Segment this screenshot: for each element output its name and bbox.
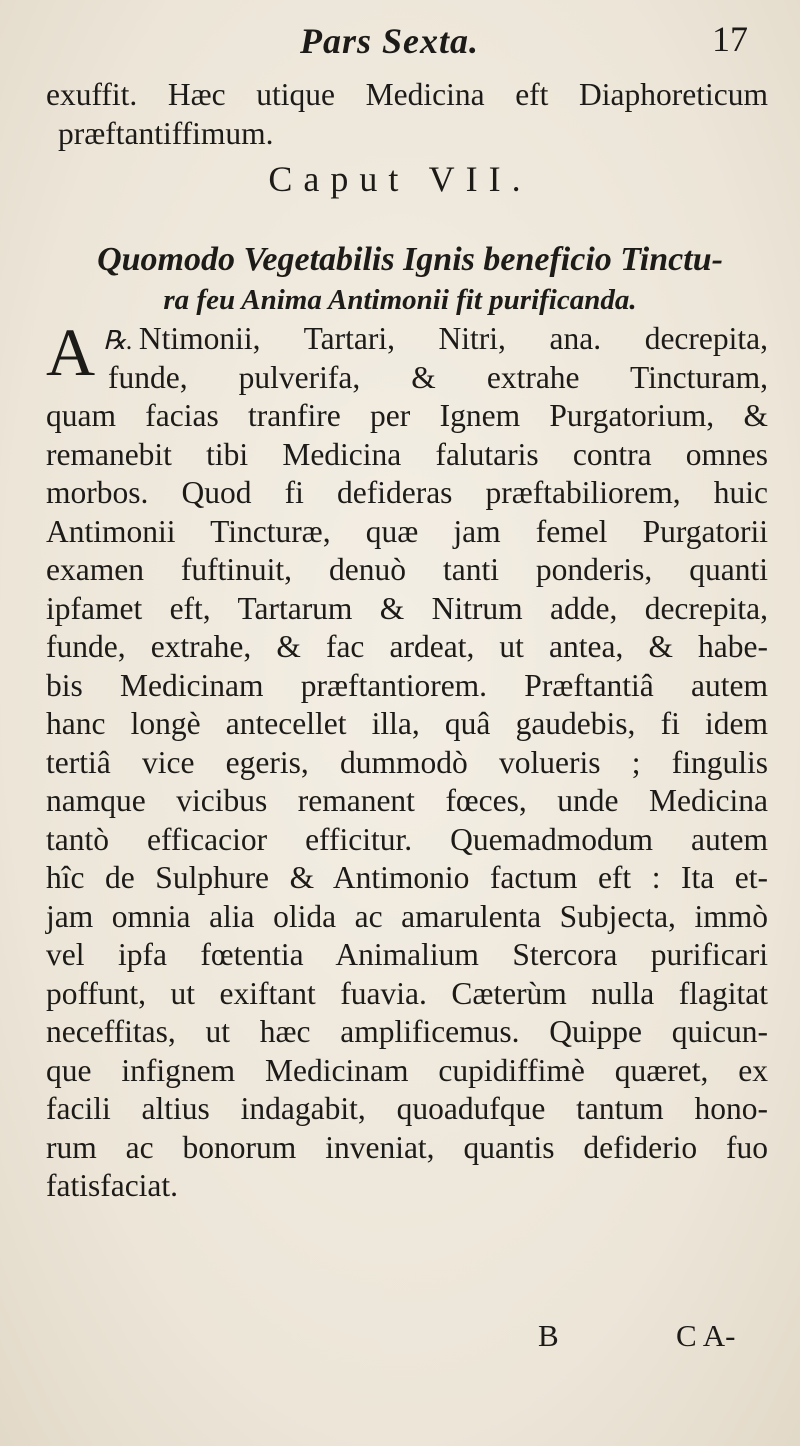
text-line: examen fuftinuit, denuò tanti ponderis, quanti — [46, 552, 768, 587]
text-line: funde, pulverifa, & extrahe Tincturam, — [108, 359, 768, 395]
running-title: Pars Sexta. — [300, 21, 480, 61]
text-line: hanc longè antecellet illa, quâ gaudebis, fi idem — [46, 706, 768, 741]
drop-cap: A — [46, 314, 96, 390]
text-line: facili altius indagabit, quoadufque tantum hono- — [46, 1091, 768, 1126]
chapter-heading — [0, 158, 800, 200]
chapter-heading-text: Caput VII. — [268, 159, 532, 199]
text-line: remanebit tibi Medicina falutaris contra omnes — [46, 436, 768, 472]
text-line: bis Medicinam præftantiorem. Præftantiâ autem — [46, 667, 768, 703]
chapter-title-line: ra feu Anima Antimonii fit purificanda. — [163, 284, 637, 316]
chapter-title-line: Quomodo Vegetabilis Ignis beneficio Tinctu- — [97, 241, 723, 278]
chapter-title — [0, 238, 800, 318]
text-line: funde, extrahe, & fac ardeat, ut antea, & habe- — [46, 629, 768, 664]
text-line: quam facias tranfire per Ignem Purgatorium, & — [46, 398, 768, 433]
running-head — [0, 14, 800, 64]
signature-mark: B — [538, 1318, 559, 1353]
intro-paragraph — [46, 76, 768, 153]
text-line: tantò efficacior efficitur. Quemadmodum autem — [46, 821, 768, 857]
text-line: fatisfaciat. — [46, 1168, 179, 1203]
text-line: neceffitas, ut hæc amplificemus. Quippe quicun- — [46, 1014, 768, 1049]
text-line: poffunt, ut exiftant fuavia. Cæterùm nulla flagitat — [46, 975, 768, 1011]
text-line: præftantiffimum. — [58, 115, 274, 151]
text-line: ipfamet eft, Tartarum & Nitrum adde, decrepita, — [46, 590, 768, 626]
catchwords — [0, 1318, 800, 1358]
recipe-first-line: Ntimonii, Tartari, Nitri, ana. decrepita, — [138, 321, 768, 356]
text-line: jam omnia alia olida ac amarulenta Subjecta, immò — [46, 898, 768, 934]
text-line: namque vicibus remanent fœces, unde Medicina — [46, 783, 768, 818]
text-line: morbos. Quod fi defideras præftabiliorem, huic — [46, 475, 768, 510]
text-line: exuffit. Hæc utique Medicina eft Diaphoreticum — [46, 77, 768, 112]
text-line: que infignem Medicinam cupidiffimè quæret, ex — [46, 1052, 768, 1088]
page-number: 17 — [712, 19, 748, 59]
text-line: rum ac bonorum inveniat, quantis defiderio fuo — [46, 1129, 768, 1165]
recipe-symbol: ℞. — [103, 326, 133, 355]
recipe-paragraph — [46, 314, 768, 1206]
text-line: vel ipfa fœtentia Animalium Stercora purificari — [46, 937, 768, 972]
text-line: hîc de Sulphure & Antimonio factum eft : Ita et- — [46, 860, 768, 895]
text-line: Antimonii Tincturæ, quæ jam femel Purgatorii — [46, 513, 768, 549]
text-line: tertiâ vice egeris, dummodò volueris ; fingulis — [46, 744, 768, 780]
catchword: C A- — [676, 1318, 736, 1353]
